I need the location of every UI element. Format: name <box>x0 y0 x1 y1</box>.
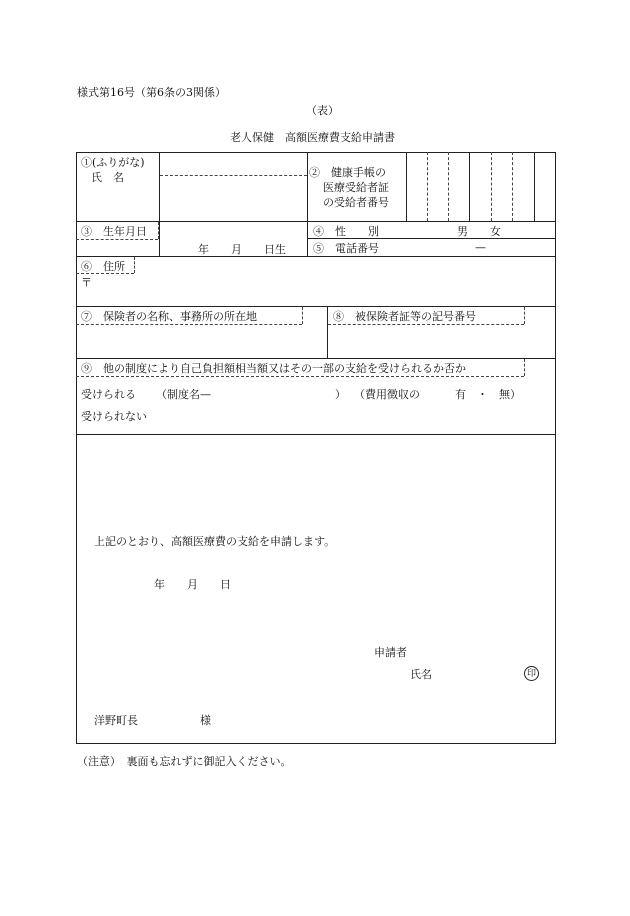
note-text: （注意） 裏面も忘れずに御記入ください。 <box>77 755 292 768</box>
insured-label-box <box>328 324 524 325</box>
col-divider-insurer <box>327 306 328 358</box>
birthdate-label-box <box>158 222 159 239</box>
applicant-name-label: 氏名 <box>410 668 432 681</box>
certificate-label-line-2: 医療受給者証 <box>323 181 389 194</box>
furigana-name-separator <box>160 175 307 176</box>
col-divider-label <box>159 152 160 256</box>
not-receivable-option: 受けられない <box>81 410 147 423</box>
system-name-close: ） <box>335 388 346 401</box>
fee-collection-label: （費用徴収の <box>354 388 420 401</box>
birthdate-label: ③ 生年月日 <box>81 225 147 238</box>
row-divider-2 <box>76 256 556 257</box>
name-label: 氏 名 <box>91 171 124 184</box>
form-number: 様式第16号（第6条の3関係） <box>77 86 226 99</box>
other-system-label-box <box>524 359 525 376</box>
application-statement: 上記のとおり、高額医療費の支給を申請します。 <box>94 535 336 548</box>
phone-label: ⑤ 電話番号 <box>313 242 379 255</box>
number-digit-divider <box>491 152 492 221</box>
certificate-label-line-3: の受給者番号 <box>323 196 389 209</box>
addressee: 洋野町長 <box>94 714 138 727</box>
seal-icon: 印 <box>524 666 539 681</box>
phone-separator: — <box>475 241 486 254</box>
receivable-option: 受けられる <box>81 388 136 401</box>
other-system-label-box <box>76 376 524 377</box>
form-title: 老人保健 高額医療費支給申請書 <box>230 131 395 144</box>
row-divider-4 <box>76 358 556 359</box>
insured-label-box <box>524 307 525 324</box>
address-label: ⑥ 住所 <box>81 260 125 273</box>
insured-label: ⑧ 被保険者証等の記号番号 <box>333 310 476 323</box>
face-label: （表） <box>306 104 339 117</box>
addressee-honorific: 様 <box>200 714 211 727</box>
gender-label: ④ 性 別 <box>313 225 379 238</box>
row-divider-1 <box>76 221 556 222</box>
fee-collection-options: 有 ・ 無） <box>455 388 521 401</box>
system-name-label: （制度名— <box>156 388 211 401</box>
number-digit-divider <box>448 152 449 221</box>
col-divider-number-end <box>534 152 535 221</box>
furigana-label: ①(ふりがな) <box>81 156 145 169</box>
birthdate-format: 年 月 日生 <box>198 243 286 256</box>
col-divider-number-start <box>406 152 407 221</box>
row-divider-3 <box>76 306 556 307</box>
gender-options: 男 女 <box>457 225 501 238</box>
insurer-label-box <box>302 307 303 324</box>
number-digit-divider <box>512 152 513 221</box>
application-date: 年 月 日 <box>154 578 231 591</box>
row-divider-5 <box>76 434 556 435</box>
col-divider-mid <box>307 152 308 256</box>
insurer-label: ⑦ 保険者の名称、事務所の所在地 <box>81 310 257 323</box>
applicant-label: 申請者 <box>374 646 407 659</box>
postal-mark: 〒 <box>81 276 92 289</box>
other-system-label: ⑨ 他の制度により自己負担額相当額又はその一部の支給を受けられるか否か <box>81 362 466 375</box>
col-divider-number-mid <box>469 152 470 221</box>
insurer-label-box <box>76 324 302 325</box>
birthdate-label-box <box>76 239 158 240</box>
number-digit-divider <box>427 152 428 221</box>
address-label-box <box>134 257 135 273</box>
certificate-label-line-1: ② 健康手帳の <box>309 166 386 179</box>
